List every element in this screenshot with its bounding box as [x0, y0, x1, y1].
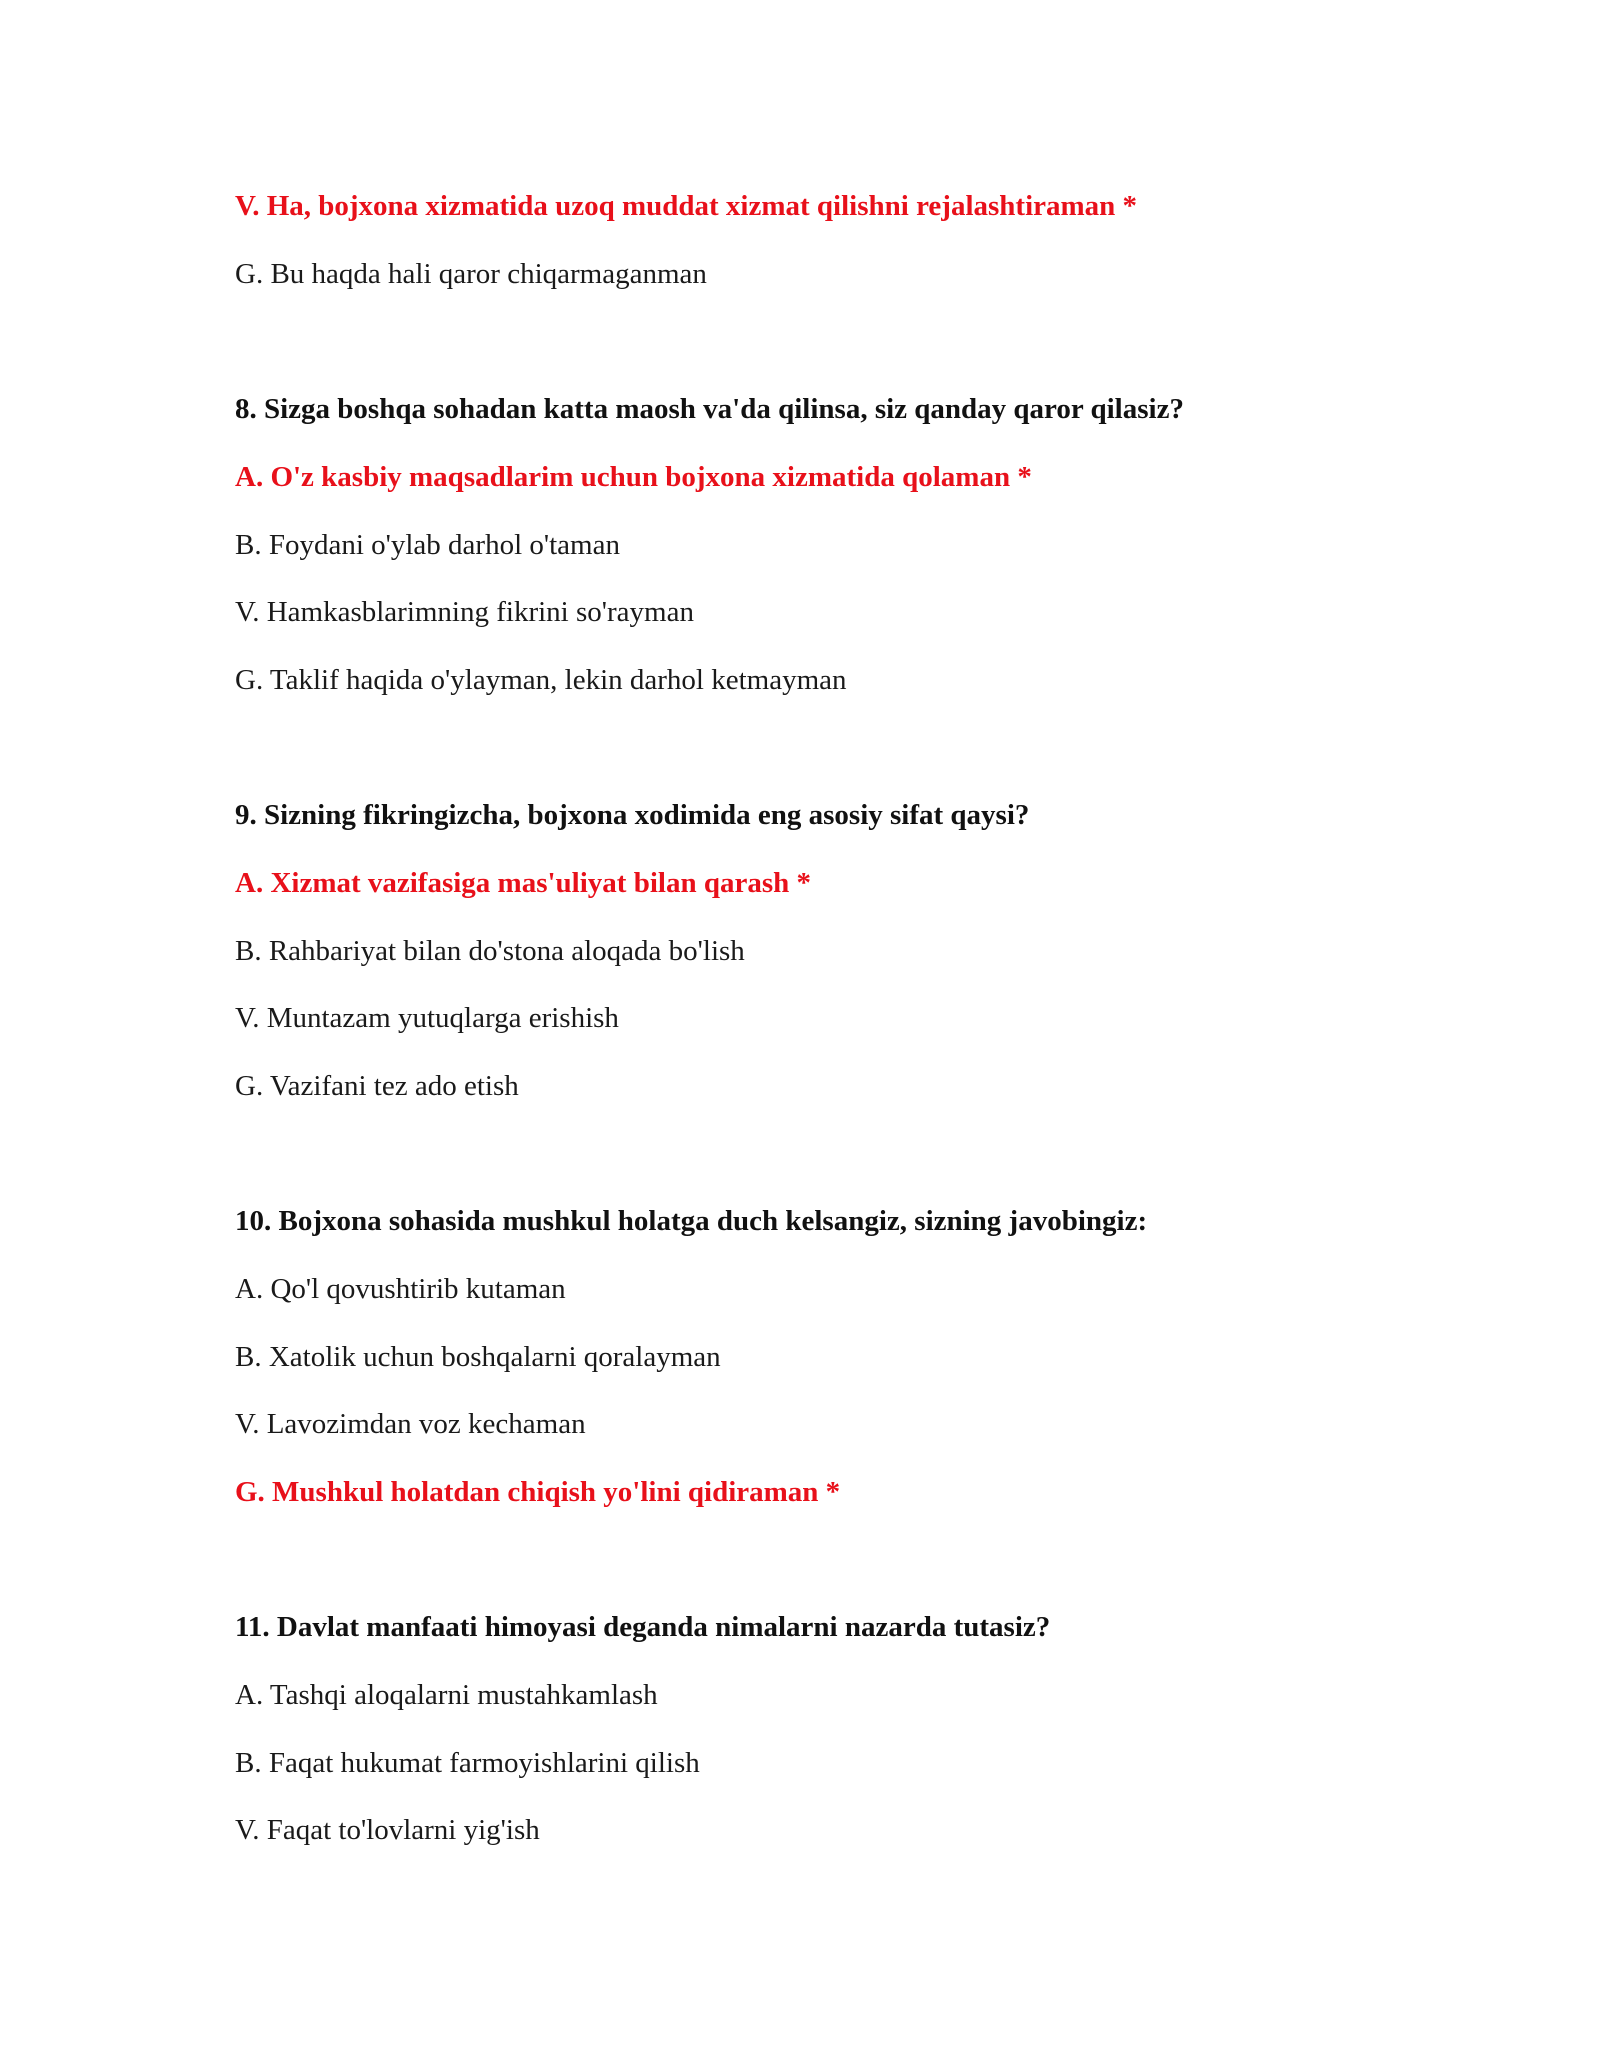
answer-option-10a: A. Qo'l qovushtirib kutaman	[235, 1273, 566, 1305]
answer-option-9b: B. Rahbariyat bilan do'stona aloqada bo'lish	[235, 935, 745, 967]
answer-option-8b: B. Foydani o'ylab darhol o'taman	[235, 529, 620, 561]
answer-option-7g: G. Bu haqda hali qaror chiqarmaganman	[235, 258, 707, 290]
question-10: 10. Bojxona sohasida mushkul holatga duch kelsangiz, sizning javobingiz:	[235, 1205, 1148, 1237]
answer-option-10b: B. Xatolik uchun boshqalarni qoralayman	[235, 1341, 721, 1373]
answer-option-8g: G. Taklif haqida o'ylayman, lekin darhol ketmayman	[235, 664, 847, 696]
answer-correct-8a: A. O'z kasbiy maqsadlarim uchun bojxona xizmatida qolaman *	[235, 461, 1032, 493]
answer-option-10v: V. Lavozimdan voz kechaman	[235, 1408, 586, 1440]
answer-option-11b: B. Faqat hukumat farmoyishlarini qilish	[235, 1747, 700, 1779]
answer-option-11a: A. Tashqi aloqalarni mustahkamlash	[235, 1679, 658, 1711]
question-11: 11. Davlat manfaati himoyasi deganda nimalarni nazarda tutasiz?	[235, 1611, 1051, 1643]
answer-option-8v: V. Hamkasblarimning fikrini so'rayman	[235, 596, 694, 628]
answer-option-9v: V. Muntazam yutuqlarga erishish	[235, 1002, 619, 1034]
answer-correct-9a: A. Xizmat vazifasiga mas'uliyat bilan qarash *	[235, 867, 811, 899]
answer-correct-7v: V. Ha, bojxona xizmatida uzoq muddat xizmat qilishni rejalashtiraman *	[235, 190, 1138, 222]
answer-correct-10g: G. Mushkul holatdan chiqish yo'lini qidiraman *	[235, 1476, 841, 1508]
question-8: 8. Sizga boshqa sohadan katta maosh va'da qilinsa, siz qanday qaror qilasiz?	[235, 393, 1184, 425]
question-9: 9. Sizning fikringizcha, bojxona xodimida eng asosiy sifat qaysi?	[235, 799, 1030, 831]
answer-option-9g: G. Vazifani tez ado etish	[235, 1070, 519, 1102]
answer-option-11v: V. Faqat to'lovlarni yig'ish	[235, 1814, 540, 1846]
